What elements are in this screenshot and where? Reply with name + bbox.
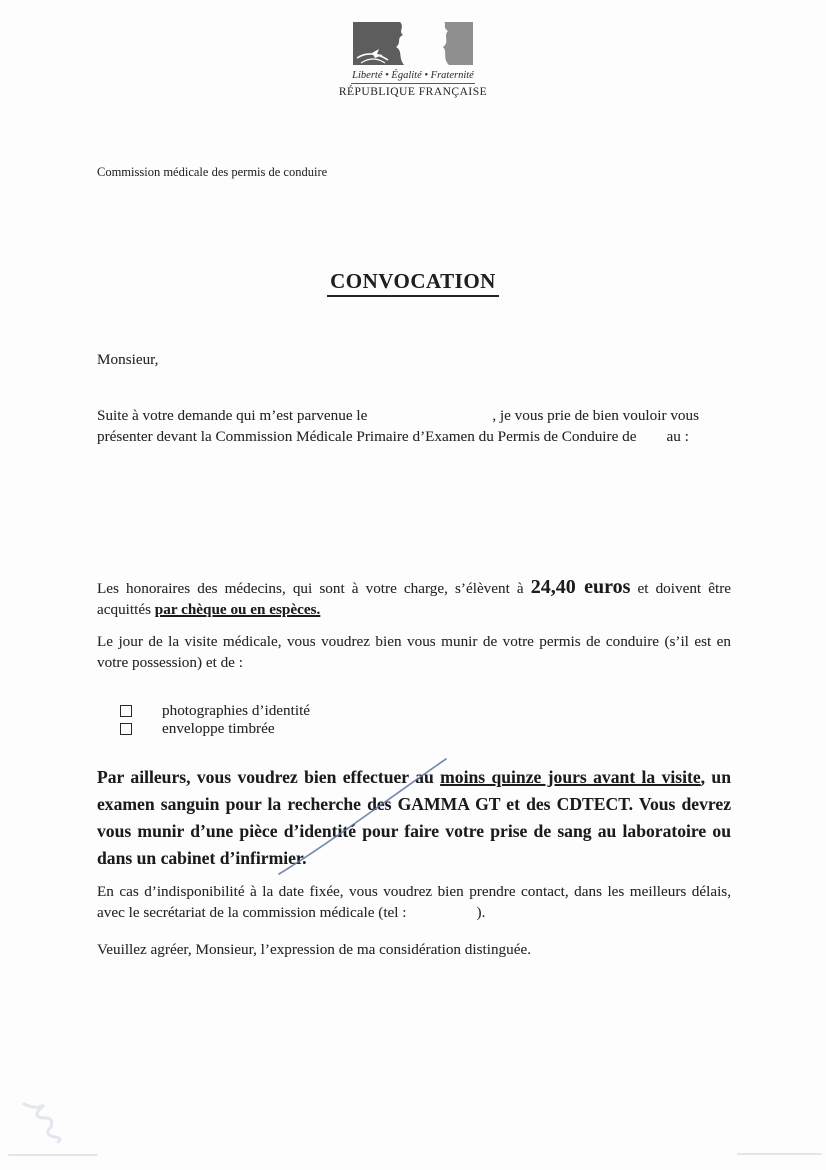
paragraph-unavailability [97,882,731,923]
french-republic-logo [338,22,488,98]
document-checklist [120,702,310,738]
unavailability-text: En cas d’indisponibilité à la date fixée, vous voudrez bien prendre contact, dans les meilleurs délais, avec le secrétariat de la commission médicale (tel : [97,883,731,921]
logo-republic-name: RÉPUBLIQUE FRANÇAISE [338,86,488,98]
fees-intro: Les honoraires des médecins, qui sont à votre charge, s’élèvent à [97,580,524,597]
title-row [0,269,826,297]
blood-test-intro: Par ailleurs, vous voudrez bien effectuer au [97,767,434,787]
face-profile-cutout [422,22,449,65]
blood-test-rest: , un examen sanguin pour la recherche des GAMMA GT et des CDTECT. Vous devrez vous munir d’une pièce d’identité pour faire votre prise de sang au laboratoire ou dans un cabinet d’infirmier. [97,767,732,868]
paragraph-request [97,406,731,447]
blank-location-field [636,440,666,441]
request-line-1 [97,407,699,424]
logo-motto: Liberté • Égalité • Fraternité [351,68,475,84]
blank-phone-field [407,916,477,917]
checkbox-icon [120,723,132,735]
fee-amount: 24,40 euros [530,576,631,598]
issuing-service: Commission médicale des permis de conduire [97,165,328,179]
closing-line: Veuillez agréer, Monsieur, l’expression de ma considération distinguée. [97,941,532,958]
scan-artifact-line-left [8,1154,98,1156]
checklist-item-photos [120,702,310,720]
blank-date-field [367,419,492,420]
request-after-date: , je vous prie de bien vouloir vous [492,407,700,424]
request-intro: Suite à votre demande qui m’est parvenue le [97,407,368,424]
paragraph-visit: Le jour de la visite médicale, vous voudrez bien vous munir de votre permis de conduire (s’il est en votre possession) et de : [97,633,731,671]
salutation: Monsieur, [97,351,159,368]
letter-title: CONVOCATION [327,269,499,297]
fees-middle: et doivent être acquittés [97,580,731,618]
blood-test-deadline: moins quinze jours avant la visite [440,767,701,787]
request-continuation: présenter devant la Commission Médicale Primaire d’Examen du Permis de Conduire de [97,427,637,445]
paragraph-blood-test [97,764,731,872]
paragraph-fees [97,577,731,620]
request-line-2 [97,428,689,445]
marianne-logo-icon [353,22,473,65]
checklist-item-envelope [120,720,310,738]
ink-smudge [24,1104,60,1142]
unavailability-close: ). [476,903,486,921]
checklist-label-photos: photographies d’identité [162,702,311,719]
payment-methods: par chèque ou en espèces. [154,600,321,618]
scan-artifact-line-right [737,1153,822,1155]
request-after-place: au : [666,427,689,445]
checklist-label-envelope: enveloppe timbrée [162,720,275,737]
checkbox-icon [120,705,132,717]
